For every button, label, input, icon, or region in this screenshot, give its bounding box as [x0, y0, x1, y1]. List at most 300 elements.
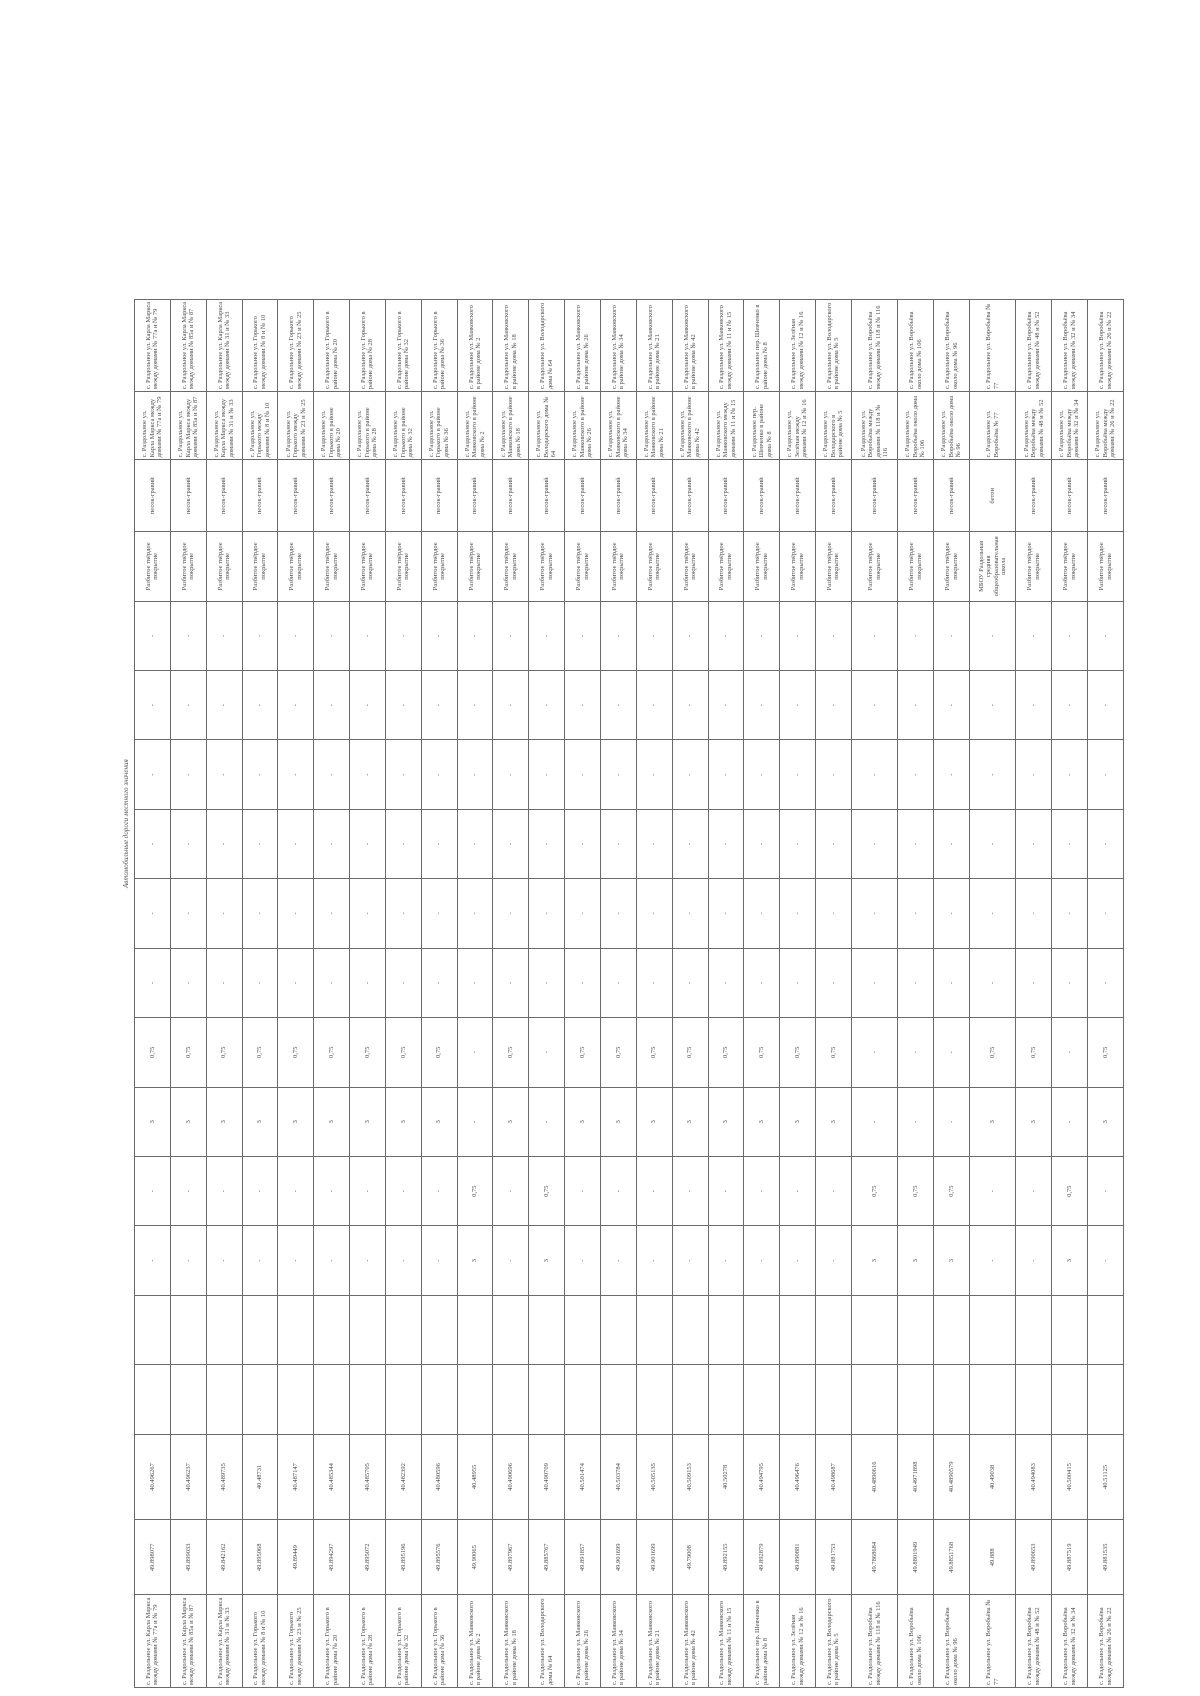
- cell-col16: -: [385, 601, 421, 670]
- cell-col9: -: [529, 1087, 565, 1156]
- cell-col13: -: [529, 809, 565, 878]
- cell-col11: -: [708, 948, 744, 1017]
- cell-latitude: 49.887519: [1052, 1520, 1088, 1595]
- cell-address-3: с. Раздольное ул. Горького в районе дома № 36: [421, 299, 457, 392]
- cell-col14: -: [898, 740, 934, 809]
- cell-col10: -: [934, 1018, 970, 1087]
- cell-col9: 3: [278, 1087, 314, 1156]
- cell-col11: -: [1088, 948, 1124, 1017]
- cell-col14: -: [278, 740, 314, 809]
- cell-col16: -: [969, 601, 1015, 670]
- cell-longitude: 40.505135: [636, 1434, 672, 1520]
- cell-col8: 0,75: [1052, 1156, 1088, 1225]
- table-caption: Автомобильные дороги местного значения: [122, 759, 130, 888]
- cell-col5: [206, 1365, 242, 1434]
- cell-col11: -: [816, 948, 852, 1017]
- cell-latitude: 49.89449: [278, 1520, 314, 1595]
- cell-longitude: 40.509153: [672, 1434, 708, 1520]
- table-row: [1052, 207, 1088, 1688]
- cell-col10: 0,75: [1016, 1018, 1052, 1087]
- cell-col8: -: [672, 1156, 708, 1225]
- cell-col14: -: [135, 740, 171, 809]
- cell-latitude: 49.898077: [135, 1520, 171, 1595]
- cell-col7: -: [969, 1226, 1015, 1295]
- cell-address-3: с. Раздольное ул. Володарского в районе дома № 5: [816, 299, 852, 392]
- cell-address-2: с. Раздольное ул. Карла Маркса между домами № 85а и № 87: [170, 392, 206, 460]
- cell-col14: -: [385, 740, 421, 809]
- cell-col11: -: [278, 948, 314, 1017]
- cell-address-2: с. Раздольное ул. Воробьёва между домами № 32 и № 34: [1052, 392, 1088, 460]
- cell-material: песок-гравий: [1016, 460, 1052, 532]
- cell-col7: 3: [529, 1226, 565, 1295]
- cell-address-from: с. Раздольное ул. Карла Маркса между домами № 77а и № 79: [135, 1595, 171, 1688]
- cell-longitude: 40.4890579: [934, 1434, 970, 1520]
- cell-col16: -: [278, 601, 314, 670]
- cell-col7: 3: [934, 1226, 970, 1295]
- cell-longitude: 40.487147: [278, 1434, 314, 1520]
- cell-col6: [135, 1295, 171, 1364]
- cell-col7: 3: [457, 1226, 493, 1295]
- cell-address-3: с. Раздольное ул. Маяковского в районе дома № 2: [457, 299, 493, 392]
- cell-address-3: с. Раздольное ул. Воробьёва около дома № 96: [934, 299, 970, 392]
- cell-col12: -: [314, 879, 350, 948]
- table-row: [600, 207, 636, 1688]
- cell-material: песок-гравий: [206, 460, 242, 532]
- cell-col6: [1016, 1295, 1052, 1364]
- cell-col16: -: [816, 601, 852, 670]
- cell-col16: -: [314, 601, 350, 670]
- cell-col10: 0,75: [206, 1018, 242, 1087]
- cell-address-3: с. Раздольное ул. Маяковского в районе дома № 42: [672, 299, 708, 392]
- cell-col8: -: [385, 1156, 421, 1225]
- table-row: [744, 207, 780, 1688]
- cell-longitude: 40.50278: [708, 1434, 744, 1520]
- cell-col8: -: [744, 1156, 780, 1225]
- cell-col16: -: [934, 601, 970, 670]
- cell-col13: -: [421, 809, 457, 878]
- cell-col15: -: [529, 670, 565, 739]
- cell-col12: -: [1052, 879, 1088, 948]
- cell-col8: 0,75: [934, 1156, 970, 1225]
- cell-col15: -: [708, 670, 744, 739]
- cell-surface-type: Разбитое твёрдое покрытие: [744, 532, 780, 601]
- cell-col8: -: [1088, 1156, 1124, 1225]
- cell-latitude: 49.881753: [816, 1520, 852, 1595]
- table-row: [278, 207, 314, 1688]
- cell-latitude: 49.8851768: [934, 1520, 970, 1595]
- cell-address-2: с. Раздольное ул. Маяковского в районе дома № 21: [636, 392, 672, 460]
- cell-col12: -: [385, 879, 421, 948]
- cell-col5: [934, 1365, 970, 1434]
- cell-address-from: с. Раздольное ул. Карла Маркса между домами № 31 и № 33: [206, 1595, 242, 1688]
- cell-col10: 0,75: [242, 1018, 278, 1087]
- cell-col15: -: [816, 670, 852, 739]
- cell-col15: -: [1088, 670, 1124, 739]
- cell-col5: [529, 1365, 565, 1434]
- cell-latitude: 49.79008: [672, 1520, 708, 1595]
- cell-col7: -: [493, 1226, 529, 1295]
- cell-material: песок-гравий: [242, 460, 278, 532]
- cell-col13: -: [600, 809, 636, 878]
- cell-address-3: с. Раздольное ул. Горького в районе дома № 28: [350, 299, 386, 392]
- cell-col11: -: [780, 948, 816, 1017]
- cell-col8: -: [969, 1156, 1015, 1225]
- cell-col5: [898, 1365, 934, 1434]
- cell-col5: [600, 1365, 636, 1434]
- cell-address-2: с. Раздольное ул. Горького между домами № 8 и № 10: [242, 392, 278, 460]
- cell-address-2: с. Раздольное ул. Маяковского в районе дома № 34: [600, 392, 636, 460]
- cell-address-3: с. Раздольное ул. Маяковского между домами № 11 и № 15: [708, 299, 744, 392]
- cell-col16: -: [898, 601, 934, 670]
- cell-material: песок-гравий: [708, 460, 744, 532]
- cell-col11: -: [565, 948, 601, 1017]
- cell-material: песок-гравий: [421, 460, 457, 532]
- cell-col9: 3: [672, 1087, 708, 1156]
- table-row: [242, 207, 278, 1688]
- cell-address-3: с. Раздольное ул. Карла Маркса между домами № 77а и № 79: [135, 299, 171, 392]
- cell-col14: -: [170, 740, 206, 809]
- cell-col5: [135, 1365, 171, 1434]
- cell-col6: [780, 1295, 816, 1364]
- cell-col9: 3: [170, 1087, 206, 1156]
- cell-col10: -: [898, 1018, 934, 1087]
- cell-latitude: 49.892155: [708, 1520, 744, 1595]
- cell-col6: [816, 1295, 852, 1364]
- cell-col15: -: [1052, 670, 1088, 739]
- cell-col14: -: [600, 740, 636, 809]
- cell-latitude: 49.890881: [780, 1520, 816, 1595]
- cell-col11: -: [934, 948, 970, 1017]
- cell-address-2: с. Раздольное ул. Маяковского в районе дома № 2: [457, 392, 493, 460]
- cell-col11: -: [672, 948, 708, 1017]
- cell-col7: -: [314, 1226, 350, 1295]
- cell-address-3: с. Раздольное ул. Воробьёва между домами № 32 и № 34: [1052, 299, 1088, 392]
- cell-col16: -: [242, 601, 278, 670]
- cell-col12: -: [708, 879, 744, 948]
- cell-col14: -: [1088, 740, 1124, 809]
- cell-material: песок-гравий: [457, 460, 493, 532]
- cell-address-3: с. Раздольное ул. Горького в районе дома № 32: [385, 299, 421, 392]
- cell-latitude: 49.892879: [744, 1520, 780, 1595]
- cell-surface-type: Разбитое твёрдое покрытие: [1052, 532, 1088, 601]
- cell-col13: -: [565, 809, 601, 878]
- cell-col8: -: [135, 1156, 171, 1225]
- cell-col8: -: [1016, 1156, 1052, 1225]
- cell-col16: -: [457, 601, 493, 670]
- cell-col15: -: [600, 670, 636, 739]
- cell-address-2: с. Раздольное ул. Горького в районе дома № 36: [421, 392, 457, 460]
- cell-col9: 3: [600, 1087, 636, 1156]
- cell-col13: -: [744, 809, 780, 878]
- cell-col13: -: [170, 809, 206, 878]
- cell-col6: [1052, 1295, 1088, 1364]
- cell-address-from: с. Раздольное ул. Маяковского в районе дома № 21: [636, 1595, 672, 1688]
- cell-col7: -: [206, 1226, 242, 1295]
- cell-address-2: с. Раздольное ул. Горького между домами № 23 и № 25: [278, 392, 314, 460]
- cell-surface-type: Разбитое твёрдое покрытие: [206, 532, 242, 601]
- cell-col10: 0,75: [135, 1018, 171, 1087]
- cell-latitude: 49.895072: [350, 1520, 386, 1595]
- cell-col12: -: [636, 879, 672, 948]
- cell-col12: -: [672, 879, 708, 948]
- cell-surface-type: Разбитое твёрдое покрытие: [493, 532, 529, 601]
- cell-address-3: с. Раздольное ул. Воробьёва № 77: [969, 299, 1015, 392]
- cell-longitude: 40.496267: [135, 1434, 171, 1520]
- table-row: [934, 207, 970, 1688]
- cell-col14: -: [421, 740, 457, 809]
- cell-col15: -: [457, 670, 493, 739]
- cell-col8: -: [350, 1156, 386, 1225]
- cell-col14: -: [206, 740, 242, 809]
- cell-address-from: с. Раздольное ул. Горького в районе дома № 20: [314, 1595, 350, 1688]
- cell-col9: 3: [493, 1087, 529, 1156]
- cell-col10: 0,75: [421, 1018, 457, 1087]
- table-row: [314, 207, 350, 1688]
- cell-col5: [816, 1365, 852, 1434]
- cell-col7: -: [242, 1226, 278, 1295]
- cell-col6: [1088, 1295, 1124, 1364]
- cell-address-2: с. Раздольное ул. Маяковского в районе дома № 26: [565, 392, 601, 460]
- table-row: [457, 207, 493, 1688]
- cell-col11: -: [969, 948, 1015, 1017]
- cell-col14: -: [565, 740, 601, 809]
- cell-latitude: 49.842162: [206, 1520, 242, 1595]
- cell-longitude: 40.48731: [242, 1434, 278, 1520]
- cell-longitude: 40.51125: [1088, 1434, 1124, 1520]
- cell-col7: -: [278, 1226, 314, 1295]
- cell-col16: -: [170, 601, 206, 670]
- cell-col11: -: [636, 948, 672, 1017]
- cell-address-2: с. Раздольное ул. Воробьёва между домами № 26 и № 22: [1088, 392, 1124, 460]
- cell-col8: -: [421, 1156, 457, 1225]
- cell-col15: -: [565, 670, 601, 739]
- cell-col7: 3: [1052, 1226, 1088, 1295]
- cell-col5: [278, 1365, 314, 1434]
- cell-col9: -: [1052, 1087, 1088, 1156]
- cell-latitude: 49.901699: [600, 1520, 636, 1595]
- cell-surface-type: Разбитое твёрдое покрытие: [135, 532, 171, 601]
- cell-col9: 3: [350, 1087, 386, 1156]
- cell-col12: -: [135, 879, 171, 948]
- cell-col8: -: [278, 1156, 314, 1225]
- table-row: [170, 207, 206, 1688]
- cell-col10: -: [851, 1018, 897, 1087]
- cell-col6: [350, 1295, 386, 1364]
- cell-col10: 0,75: [816, 1018, 852, 1087]
- cell-col9: -: [851, 1087, 897, 1156]
- cell-col10: -: [1052, 1018, 1088, 1087]
- cell-col5: [457, 1365, 493, 1434]
- table-row: [135, 207, 171, 1688]
- cell-col16: -: [565, 601, 601, 670]
- cell-col6: [565, 1295, 601, 1364]
- cell-material: песок-гравий: [744, 460, 780, 532]
- cell-col7: -: [170, 1226, 206, 1295]
- cell-address-2: с. Раздольное ул. Карла Маркса между домами № 77а и № 79: [135, 392, 171, 460]
- cell-col5: [493, 1365, 529, 1434]
- cell-col13: -: [314, 809, 350, 878]
- cell-col14: -: [934, 740, 970, 809]
- cell-col11: -: [350, 948, 386, 1017]
- cell-col16: -: [708, 601, 744, 670]
- cell-material: песок-гравий: [565, 460, 601, 532]
- cell-material: песок-гравий: [170, 460, 206, 532]
- cell-address-from: с. Раздольное ул. Воробьёва № 77: [969, 1595, 1015, 1688]
- cell-col8: -: [242, 1156, 278, 1225]
- cell-col5: [242, 1365, 278, 1434]
- cell-col13: -: [493, 809, 529, 878]
- cell-col7: -: [708, 1226, 744, 1295]
- cell-col10: 0,75: [170, 1018, 206, 1087]
- cell-col5: [708, 1365, 744, 1434]
- cell-col13: -: [206, 809, 242, 878]
- cell-longitude: 40.500415: [1052, 1434, 1088, 1520]
- cell-surface-type: Разбитое твёрдое покрытие: [898, 532, 934, 601]
- table-row: [565, 207, 601, 1688]
- cell-col11: -: [206, 948, 242, 1017]
- cell-address-2: с. Раздольное ул. Воробьёва около дома № 96: [934, 392, 970, 460]
- cell-surface-type: Разбитое твёрдое покрытие: [529, 532, 565, 601]
- cell-col14: -: [816, 740, 852, 809]
- cell-col14: -: [708, 740, 744, 809]
- cell-col16: -: [493, 601, 529, 670]
- cell-col5: [969, 1365, 1015, 1434]
- table-row: [816, 207, 852, 1688]
- cell-material: песок-гравий: [278, 460, 314, 532]
- cell-col11: -: [135, 948, 171, 1017]
- cell-surface-type: Разбитое твёрдое покрытие: [780, 532, 816, 601]
- cell-address-from: с. Раздольное ул. Маяковского между домами № 11 и № 15: [708, 1595, 744, 1688]
- cell-col14: -: [457, 740, 493, 809]
- cell-col15: -: [135, 670, 171, 739]
- cell-material: песок-гравий: [780, 460, 816, 532]
- cell-col15: -: [1016, 670, 1052, 739]
- cell-address-3: с. Раздольное ул. Зелёная между домами № 12 и № 16: [780, 299, 816, 392]
- cell-col12: -: [529, 879, 565, 948]
- cell-surface-type: Разбитое твёрдое покрытие: [421, 532, 457, 601]
- cell-col5: [421, 1365, 457, 1434]
- cell-col10: 0,75: [600, 1018, 636, 1087]
- cell-col12: -: [600, 879, 636, 948]
- cell-address-2: с. Раздольное ул. Горького в районе дома № 32: [385, 392, 421, 460]
- rotated-table-sheet: [122, 206, 1126, 1688]
- cell-col13: -: [135, 809, 171, 878]
- cell-material: песок-гравий: [350, 460, 386, 532]
- cell-col7: -: [385, 1226, 421, 1295]
- cell-col16: -: [529, 601, 565, 670]
- cell-col12: -: [565, 879, 601, 948]
- cell-col6: [898, 1295, 934, 1364]
- table-row: [1016, 207, 1052, 1688]
- cell-longitude: 40.496476: [780, 1434, 816, 1520]
- cell-latitude: 49.881535: [1088, 1520, 1124, 1595]
- cell-longitude: 40.49038: [969, 1434, 1015, 1520]
- cell-col12: -: [851, 879, 897, 948]
- cell-address-2: с. Раздольное ул. Воробьёва № 77: [969, 392, 1015, 460]
- cell-latitude: 49.885767: [529, 1520, 565, 1595]
- cell-surface-type: Разбитое твёрдое покрытие: [350, 532, 386, 601]
- cell-col15: -: [969, 670, 1015, 739]
- cell-material: песок-гравий: [529, 460, 565, 532]
- cell-col7: -: [565, 1226, 601, 1295]
- cell-material: песок-гравий: [135, 460, 171, 532]
- cell-col11: -: [314, 948, 350, 1017]
- table-row: [1088, 207, 1124, 1688]
- cell-col9: 3: [385, 1087, 421, 1156]
- cell-col12: -: [457, 879, 493, 948]
- cell-address-from: с. Раздольное ул. Карла Маркса между домами № 85а и № 87: [170, 1595, 206, 1688]
- table-row: [636, 207, 672, 1688]
- cell-col6: [314, 1295, 350, 1364]
- cell-col10: 0,75: [744, 1018, 780, 1087]
- cell-address-from: с. Раздольное ул. Зелёная между домами № 12 и № 16: [780, 1595, 816, 1688]
- cell-surface-type: Разбитое твёрдое покрытие: [314, 532, 350, 601]
- cell-col8: -: [816, 1156, 852, 1225]
- cell-col11: -: [1052, 948, 1088, 1017]
- cell-col13: -: [708, 809, 744, 878]
- cell-material: песок-гравий: [1052, 460, 1088, 532]
- cell-col6: [851, 1295, 897, 1364]
- cell-address-from: с. Раздольное ул. Маяковского в районе дома № 42: [672, 1595, 708, 1688]
- cell-latitude: 49.890653: [1016, 1520, 1052, 1595]
- cell-col13: -: [278, 809, 314, 878]
- cell-col11: -: [898, 948, 934, 1017]
- cell-col14: -: [780, 740, 816, 809]
- cell-col16: -: [1016, 601, 1052, 670]
- cell-col10: 0,75: [780, 1018, 816, 1087]
- cell-surface-type: Разбитое твёрдое покрытие: [170, 532, 206, 601]
- cell-surface-type: Разбитое твёрдое покрытие: [278, 532, 314, 601]
- cell-longitude: 40.480596: [421, 1434, 457, 1520]
- cell-material: песок-гравий: [851, 460, 897, 532]
- cell-address-3: с. Раздольное пер. Шевченко в районе дома № 8: [744, 299, 780, 392]
- cell-address-from: с. Раздольное ул. Володарского дома № 64: [529, 1595, 565, 1688]
- cell-longitude: 40.498687: [816, 1434, 852, 1520]
- cell-col12: -: [493, 879, 529, 948]
- cell-col12: -: [1088, 879, 1124, 948]
- cell-col8: -: [780, 1156, 816, 1225]
- cell-col10: 0,75: [565, 1018, 601, 1087]
- cell-surface-type: Разбитое твёрдое покрытие: [636, 532, 672, 601]
- cell-col6: [934, 1295, 970, 1364]
- cell-col6: [206, 1295, 242, 1364]
- table-row: [708, 207, 744, 1688]
- cell-col15: -: [744, 670, 780, 739]
- cell-col9: 3: [744, 1087, 780, 1156]
- cell-col10: 0,75: [385, 1018, 421, 1087]
- cell-longitude: 40.501474: [565, 1434, 601, 1520]
- table-row: [529, 207, 565, 1688]
- cell-col9: 3: [1016, 1087, 1052, 1156]
- cell-longitude: 40.494795: [744, 1434, 780, 1520]
- cell-col12: -: [744, 879, 780, 948]
- cell-address-from: с. Раздольное ул. Воробьёва между домами № 118 и № 116: [851, 1595, 897, 1688]
- cell-col9: -: [934, 1087, 970, 1156]
- cell-col8: -: [314, 1156, 350, 1225]
- cell-col10: 0,75: [636, 1018, 672, 1087]
- cell-col8: -: [206, 1156, 242, 1225]
- cell-col7: -: [350, 1226, 386, 1295]
- cell-col5: [1052, 1365, 1088, 1434]
- cell-col14: -: [493, 740, 529, 809]
- cell-longitude: 40.4890616: [851, 1434, 897, 1520]
- cell-col6: [242, 1295, 278, 1364]
- cell-col7: -: [672, 1226, 708, 1295]
- cell-col15: -: [780, 670, 816, 739]
- cell-col13: -: [636, 809, 672, 878]
- cell-col14: -: [969, 740, 1015, 809]
- table-row: [493, 207, 529, 1688]
